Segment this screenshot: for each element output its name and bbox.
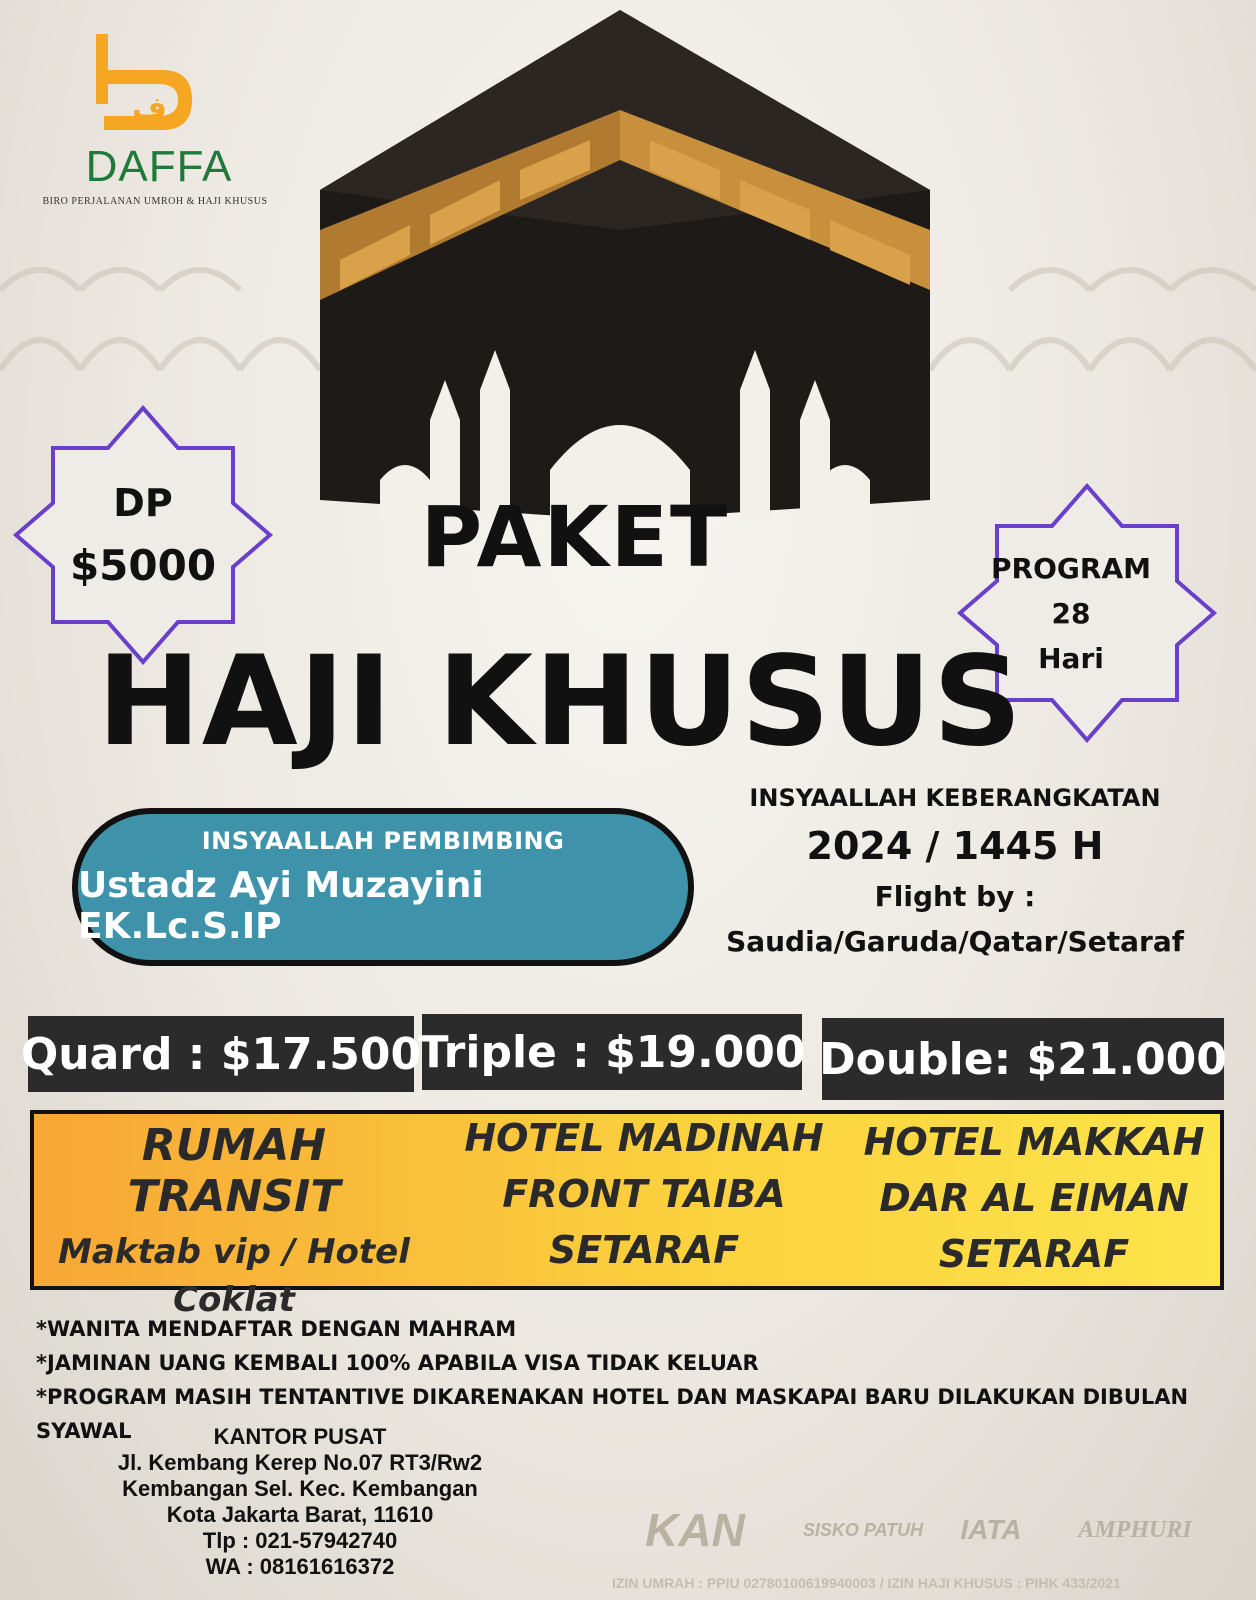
- iata-logo: IATA: [960, 1514, 1022, 1545]
- office-wa: WA : 08161616372: [205, 1554, 395, 1579]
- amphuri-logo: AMPHURI: [1078, 1516, 1192, 1543]
- hotel-madinah-line1: FRONT TAIBA: [502, 1172, 786, 1216]
- headline-title: HAJI KHUSUS: [96, 630, 1024, 774]
- hotel-madinah-line2: SETARAF: [548, 1228, 740, 1272]
- daffa-logo-icon: [92, 30, 202, 140]
- price-quard: Quard : $17.500: [28, 1016, 414, 1092]
- program-unit: Hari: [1038, 641, 1104, 675]
- departure-info: [720, 784, 1190, 958]
- program-label: PROGRAM: [991, 551, 1151, 585]
- kan-logo: KAN: [645, 1504, 745, 1556]
- hotel-transit-title: RUMAH TRANSIT: [127, 1120, 341, 1222]
- sisko-patuh-logo: SISKO PATUH: [802, 1520, 924, 1540]
- kaaba-illustration: [320, 0, 930, 520]
- svg-text:ف: ف: [132, 91, 167, 126]
- license-text: IZIN UMRAH : PPIU 02780100619940003 / IZIN HAJI KHUSUS : PIHK 433/2021: [612, 1575, 1121, 1591]
- hotel-makkah: [844, 1114, 1224, 1276]
- airlines: Saudia/Garuda/Qatar/Setaraf: [726, 925, 1184, 958]
- office-address-line: Kota Jakarta Barat, 11610: [166, 1502, 434, 1527]
- hotel-makkah-line1: DAR AL EIMAN: [879, 1176, 1189, 1220]
- hotel-transit-line1: Maktab vip / Hotel: [58, 1232, 410, 1272]
- departure-label: INSYAALLAH KEBERANGKATAN: [749, 784, 1161, 812]
- hotels-box: [30, 1110, 1224, 1320]
- note-item: *JAMINAN UANG KEMBALI 100% APABILA VISA TIDAK KELUAR: [36, 1351, 759, 1375]
- dp-label: DP: [113, 480, 173, 525]
- office-title: KANTOR PUSAT: [213, 1424, 387, 1449]
- office-address-line: Kembangan Sel. Kec. Kembangan: [122, 1476, 478, 1501]
- hotel-makkah-title: HOTEL MAKKAH: [863, 1120, 1205, 1164]
- note-item: *PROGRAM MASIH TENTANTIVE DIKARENAKAN HOTEL DAN MASKAPAI BARU DILAKUKAN DIBULAN SYAWAL: [36, 1385, 1189, 1443]
- flight-label: Flight by :: [874, 880, 1036, 913]
- hotel-makkah-line2: SETARAF: [938, 1232, 1130, 1276]
- mentor-pill: [72, 808, 694, 966]
- price-double: Double: $21.000: [822, 1018, 1224, 1100]
- price-triple: Triple : $19.000: [422, 1014, 802, 1090]
- brand-name: DAFFA: [85, 142, 233, 191]
- brand-tagline: BIRO PERJALANAN UMROH & HAJI KHUSUS: [42, 196, 268, 207]
- hotel-transit: [34, 1114, 434, 1320]
- dp-amount: $5000: [69, 540, 217, 590]
- office-address-line: Jl. Kembang Kerep No.07 RT3/Rw2: [117, 1450, 483, 1475]
- hotel-madinah-title: HOTEL MADINAH: [464, 1116, 824, 1160]
- note-item: *WANITA MENDAFTAR DENGAN MAHRAM: [36, 1317, 517, 1341]
- hotel-madinah: [454, 1114, 834, 1272]
- program-days: 28: [1051, 596, 1091, 630]
- departure-year: 2024 / 1445 H: [806, 824, 1104, 868]
- office-phone: Tlp : 021-57942740: [202, 1528, 398, 1553]
- mentor-name: Ustadz Ayi Muzayini EK.Lc.S.IP: [78, 865, 484, 947]
- headline-paket: PAKET: [420, 488, 730, 586]
- office-address: [90, 1424, 510, 1580]
- mentor-label: INSYAALLAH PEMBIMBING: [201, 827, 565, 855]
- hotel-transit-line2: Coklat: [173, 1280, 295, 1320]
